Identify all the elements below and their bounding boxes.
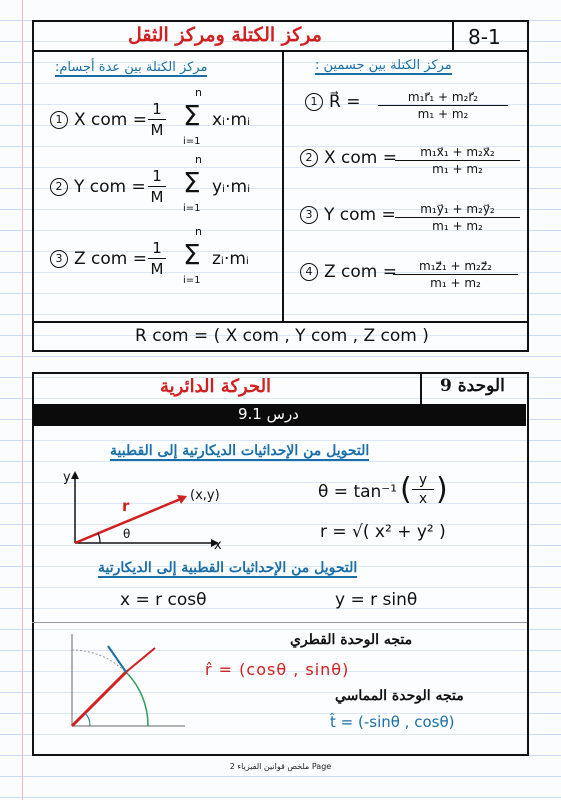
sum-top: n	[195, 86, 202, 99]
sum-top: n	[195, 153, 202, 166]
two-body-frac-3	[395, 202, 520, 233]
numerator: m₁r⃗₁ + m₂r⃗₂	[378, 90, 508, 106]
sum-term: xᵢ·mᵢ	[212, 110, 251, 130]
two-body-frac-1	[378, 90, 508, 121]
graph-theta-label: θ	[123, 527, 131, 541]
eq-lhs: X com =	[74, 110, 148, 130]
cartesian-to-polar-heading: التحويل من الإحداثيات الديكارتية إلى القطبية	[110, 443, 370, 459]
position-vector	[72, 672, 126, 726]
column-divider	[282, 50, 284, 322]
denominator: m₁ + m₂	[432, 219, 483, 233]
many-body-coef-2	[148, 167, 166, 206]
number-badge: 1	[50, 111, 68, 129]
number-badge: 1	[305, 93, 323, 111]
unit-divider	[420, 372, 422, 404]
number-badge: 2	[300, 149, 318, 167]
two-body-eq-1	[305, 92, 360, 112]
eq-lhs: Y com =	[74, 177, 146, 197]
sum-top: n	[195, 225, 202, 238]
eq-lhs: Z com =	[74, 249, 148, 269]
coef-numerator: 1	[148, 239, 166, 259]
eq-lhs: Z com =	[324, 262, 398, 282]
paren-right: )	[436, 472, 448, 507]
lesson-label: درس 9.1	[238, 405, 299, 423]
sum-bottom: i=1	[183, 136, 201, 147]
coef-numerator: 1	[148, 167, 166, 187]
denominator: m₁ + m₂	[417, 107, 469, 121]
many-body-eq-2	[50, 177, 146, 197]
two-body-frac-2	[395, 145, 520, 176]
tangent-unit-vector-title: متجه الوحدة المماسي	[335, 688, 464, 704]
eq-lhs: X com =	[324, 148, 398, 168]
graph-y-label: y	[63, 470, 71, 485]
graph-r-label: r	[122, 497, 130, 515]
coef-numerator: 1	[148, 100, 166, 120]
numerator: m₁z⃗₁ + m₂z⃗₂	[393, 259, 518, 275]
number-badge: 4	[300, 263, 318, 281]
r-hat-vector	[126, 648, 155, 672]
theta-numerator: y	[412, 472, 434, 490]
page-footer: ملخص قوانين الفيزياء 2 Page	[229, 762, 332, 771]
radial-unit-vector-equation: r̂ = (cosθ , sinθ)	[205, 660, 350, 679]
numerator: m₁y⃗₁ + m₂y⃗₂	[395, 202, 520, 218]
theta-fraction	[412, 472, 434, 507]
sum-term: zᵢ·mᵢ	[212, 249, 249, 269]
eq-lhs: R⃗ =	[329, 92, 361, 112]
two-body-eq-4	[300, 262, 397, 282]
two-body-eq-2	[300, 148, 397, 168]
lesson-number: 8-1	[468, 25, 501, 49]
page-title: مركز الكتلة ومركز الثقل	[128, 24, 322, 46]
tangent-unit-vector-equation: t̂ = (-sinθ , cosθ)	[330, 713, 455, 731]
many-body-heading: مركز الكتلة بين عدة أجسام:	[55, 60, 208, 75]
rcom-divider	[32, 321, 527, 323]
sum-term: yᵢ·mᵢ	[212, 177, 251, 197]
coef-denominator: M	[150, 188, 164, 206]
paren-left: (	[400, 472, 412, 507]
sum-bottom: i=1	[183, 203, 201, 214]
sum-bottom: i=1	[183, 275, 201, 286]
number-badge: 3	[50, 250, 68, 268]
number-badge: 2	[50, 178, 68, 196]
denominator: m₁ + m₂	[430, 276, 481, 290]
section-divider	[32, 622, 527, 623]
denominator: m₁ + m₂	[432, 162, 483, 176]
graph-point-label: (x,y)	[190, 488, 220, 503]
r-com-equation: R com = ( X com , Y com , Z com )	[135, 326, 429, 346]
y-equation: y = r sinθ	[335, 590, 418, 610]
margin-line	[22, 0, 23, 800]
unit-vector-diagram	[60, 628, 190, 733]
x-equation: x = r cosθ	[120, 590, 207, 610]
graph-x-label: x	[214, 538, 222, 553]
many-body-eq-3	[50, 249, 147, 269]
radial-unit-vector-title: متجه الوحدة القطري	[290, 632, 413, 648]
theta-equation: θ = tan⁻¹	[318, 482, 398, 502]
two-body-frac-4	[393, 259, 518, 290]
sigma-icon: Σ	[183, 238, 201, 271]
many-body-eq-1	[50, 110, 147, 130]
y-axis-arrow-icon	[71, 471, 79, 479]
polar-to-cartesian-heading: التحويل من الإحداثيات القطبية إلى الديكارتية	[98, 560, 358, 576]
lesson-number-divider	[452, 20, 454, 52]
numerator: m₁x⃗₁ + m₂x⃗₂	[395, 145, 520, 161]
many-body-coef-1	[148, 100, 166, 139]
coordinate-graph	[55, 465, 230, 555]
two-body-heading: مركز الكتلة بين جسمين :	[315, 58, 452, 73]
number-badge: 3	[300, 206, 318, 224]
r-equation: r = √( x² + y² )	[320, 522, 446, 542]
coef-denominator: M	[150, 121, 164, 139]
theta-arc-small	[85, 713, 90, 726]
two-body-eq-3	[300, 205, 396, 225]
unit-label: الوحدة 9	[440, 376, 505, 396]
t-hat-vector	[108, 646, 126, 672]
chapter-title: الحركة الدائرية	[160, 376, 272, 397]
many-body-coef-3	[148, 239, 166, 278]
sigma-icon: Σ	[183, 166, 201, 199]
theta-denominator: x	[418, 491, 428, 507]
eq-lhs: Y com =	[324, 205, 396, 225]
theta-arc	[98, 533, 100, 543]
sigma-icon: Σ	[183, 99, 201, 132]
coef-denominator: M	[150, 260, 164, 278]
arc-length	[126, 672, 148, 726]
